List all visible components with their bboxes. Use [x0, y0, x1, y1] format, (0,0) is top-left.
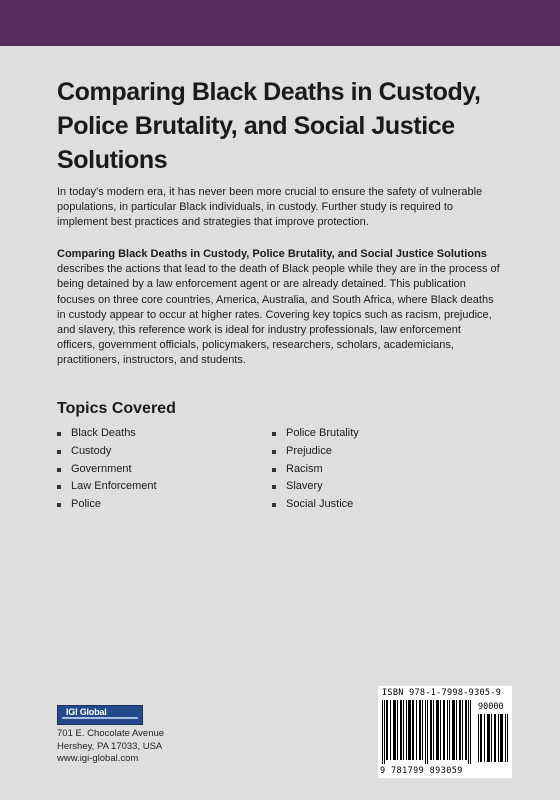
address-line-1: 701 E. Chocolate Avenue — [57, 728, 165, 739]
topic-item — [57, 496, 157, 514]
topic-item — [57, 443, 157, 461]
book-title: Comparing Black Deaths in Custody, Police Brutality, and Social Justice Solutions — [57, 78, 481, 174]
top-color-band — [0, 0, 560, 46]
topic-label: Police Brutality — [286, 427, 359, 439]
publisher-website: www.igi-global.com — [57, 753, 139, 764]
topic-label: Government — [71, 462, 132, 475]
isbn-text: ISBN 978-1-7998-9305-9 — [382, 688, 502, 698]
description-bold-title: Comparing Black Deaths in Custody, Police Brutality, and Social Justice Solutions — [57, 248, 487, 260]
bullet-icon — [57, 468, 61, 472]
topic-item — [272, 496, 359, 514]
bullet-icon — [272, 468, 276, 472]
topic-label: Prejudice — [286, 444, 332, 457]
bullet-icon — [272, 432, 276, 436]
bullet-icon — [57, 485, 61, 489]
topic-label: Racism — [286, 462, 323, 475]
topics-list-right — [272, 425, 359, 514]
description-paragraph — [57, 247, 502, 369]
isbn-barcode — [378, 686, 512, 778]
topics-heading: Topics Covered — [57, 400, 176, 417]
publisher-address — [57, 728, 164, 766]
bullet-icon — [272, 485, 276, 489]
topic-item — [57, 478, 157, 496]
price-code: 90000 — [478, 702, 504, 712]
intro-paragraph: In today's modern era, it has never been more crucial to ensure the safety of vulnerable populations, in particular Black individuals, in custody. Further study is required to implement best practices and strategies that improve protection. — [57, 186, 483, 229]
topic-label: Police — [71, 498, 101, 511]
topic-label: Custody — [71, 444, 112, 457]
topics-list-left — [57, 425, 157, 514]
logo-tagline-bar — [62, 717, 138, 719]
barcode-number: 9 781799 893059 — [380, 766, 463, 776]
topic-item — [272, 461, 359, 479]
description-text: describes the actions that lead to the death of Black people while they are in the process of being detained by a law enforcement agent or are already detained. This publication focuses on three core countries, America, Australia, and South Africa, where Black deaths in custody appear to occur at higher rates. Covering key topics such as racism, prejudice, and slavery, this reference work is ideal for industry professionals, law enforcement officers, government officials, policymakers, researchers, scholars, academicians, practitioners, instructors, and students. — [57, 263, 500, 367]
topic-label: Law Enforcement — [71, 480, 157, 493]
topic-item — [272, 443, 359, 461]
bullet-icon — [272, 503, 276, 507]
publisher-logo — [57, 705, 143, 725]
price-barcode-icon — [478, 714, 508, 762]
topic-label: Black Deaths — [71, 427, 136, 439]
topic-label: Social Justice — [286, 498, 354, 511]
bullet-icon — [57, 432, 61, 436]
topic-label: Slavery — [286, 480, 323, 493]
topic-item — [57, 425, 157, 443]
topic-item — [272, 478, 359, 496]
bullet-icon — [272, 450, 276, 454]
bullet-icon — [57, 503, 61, 507]
bullet-icon — [57, 450, 61, 454]
address-line-2: Hershey, PA 17033, USA — [57, 740, 163, 752]
barcode-bars-icon — [382, 700, 472, 764]
topic-item — [57, 461, 157, 479]
topic-item — [272, 425, 359, 443]
logo-text: IGI Global — [66, 707, 107, 717]
